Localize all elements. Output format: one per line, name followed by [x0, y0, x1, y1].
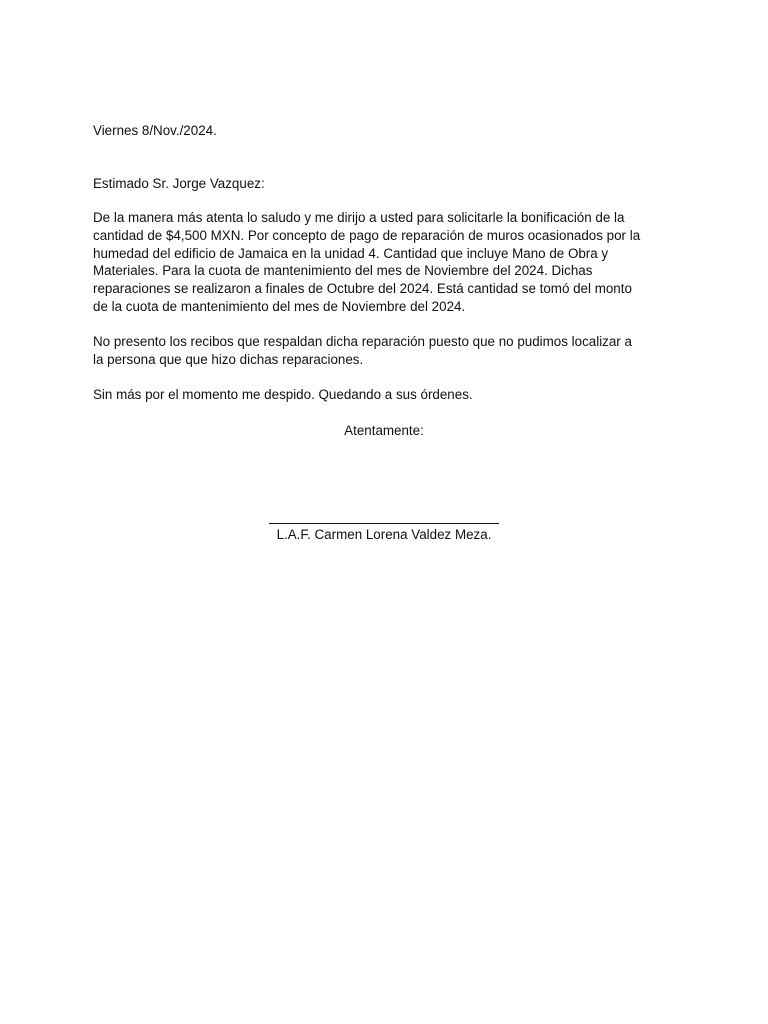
- signature-line: [269, 523, 499, 524]
- signature-block: [269, 523, 499, 544]
- paragraph-line: de la cuota de mantenimiento del mes de Noviembre del 2024.: [93, 298, 466, 314]
- paragraph-line: De la manera más atenta lo saludo y me dirijo a usted para solicitarle la bonificación de la: [93, 210, 625, 225]
- paragraph-line: No presento los recibos que respaldan dicha reparación puesto que no pudimos localizar a: [93, 334, 632, 349]
- letter-closing: Sin más por el momento me despido. Quedando a sus órdenes.: [93, 387, 473, 402]
- paragraph-line: humedad del edificio de Jamaica en la unidad 4. Cantidad que incluye Mano de Obra y: [93, 245, 609, 261]
- letter-paragraph-1: [93, 209, 683, 316]
- letter-salutation: Estimado Sr. Jorge Vazquez:: [93, 176, 265, 191]
- paragraph-line: Materiales. Para la cuota de mantenimiento del mes de Noviembre del 2024. Dichas: [93, 263, 593, 279]
- paragraph-line: la persona que que hizo dichas reparaciones.: [93, 351, 364, 367]
- letter-date: Viernes 8/Nov./2024.: [93, 123, 217, 138]
- paragraph-line: reparaciones se realizaron a finales de Octubre del 2024. Está cantidad se tomó del monto: [93, 281, 632, 297]
- letter-sign-off: Atentamente:: [344, 423, 424, 438]
- paragraph-line: cantidad de $4,500 MXN. Por concepto de pago de reparación de muros ocasionados por la: [93, 227, 641, 243]
- signer-name: L.A.F. Carmen Lorena Valdez Meza.: [276, 527, 492, 542]
- letter-paragraph-2: [93, 333, 683, 369]
